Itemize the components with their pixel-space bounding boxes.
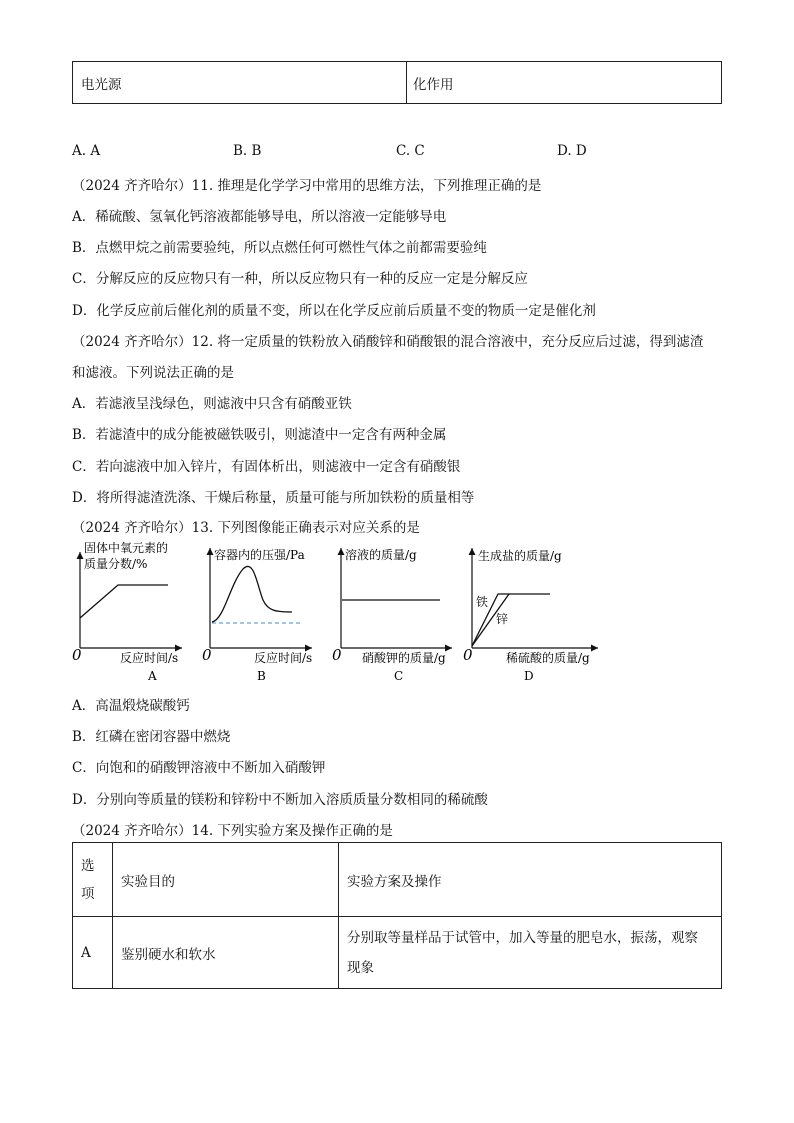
graph-b [202,547,312,683]
q12-option-a: A．若滤液呈浅绿色，则滤液中只含有硝酸亚铁 [72,396,352,412]
q12-stem-line1: （2024 齐齐哈尔）12. 将一定质量的铁粉放入硝酸锌和硝酸银的混合溶液中，充分反应后过滤，得到滤渣 [72,334,704,350]
top-table-cell-right: 化作用 [407,62,722,104]
graph-d-origin: 0 [463,646,473,664]
q13-graphs [0,540,794,690]
graph-b-ylabel: 容器内的压强/Pa [214,548,305,562]
q14-header-option [73,843,113,917]
q11-option-d: D．化学反应前后催化剂的质量不变，所以在化学反应前后质量不变的物质一定是催化剂 [72,303,596,319]
q12-option-d: D．将所得滤渣洗涤、干燥后称量，质量可能与所加铁粉的质量相等 [72,490,475,506]
q13-option-a: A．高温煅烧碳酸钙 [72,698,190,714]
graph-b-letter: B [257,669,266,683]
graph-c [332,547,452,683]
q13-option-d: D．分别向等质量的镁粉和锌粉中不断加入溶质质量分数相同的稀硫酸 [72,792,488,808]
q11-option-c: C．分解反应的反应物只有一种，所以反应物只有一种的反应一定是分解反应 [72,271,528,287]
graph-a-xlabel: 反应时间/s [120,651,179,665]
graph-a-ylabel-line1: 固体中氧元素的 [84,541,169,555]
q14-row-a-option: A [73,917,113,989]
q12-option-c: C．若向滤液中加入锌片，有固体析出，则滤液中一定含有硝酸银 [72,459,461,475]
q11-stem: （2024 齐齐哈尔）11. 推理是化学学习中常用的思维方法，下列推理正确的是 [72,178,542,194]
q11-option-a: A．稀硫酸、氢氧化钙溶液都能够导电，所以溶液一定能够导电 [72,209,447,225]
q14-header-method: 实验方案及操作 [339,843,722,917]
q12-option-b: B．若滤渣中的成分能被磁铁吸引，则滤渣中一定含有两种金属 [72,427,447,443]
q14-header-purpose: 实验目的 [113,843,339,917]
graph-c-ylabel: 溶液的质量/g [345,548,417,562]
q13-option-c: C．向饱和的硝酸钾溶液中不断加入硝酸钾 [72,760,326,776]
q14-row-a-method [339,917,722,989]
q10-choice-b: B. B [233,143,262,159]
q14-row-a-method-line1: 分别取等量样品于试管中，加入等量的肥皂水，振荡，观察 [347,929,698,946]
q14-row-a-method-line2: 现象 [347,959,374,976]
q14-table [72,842,722,989]
graph-a-ylabel-line2: 质量分数/% [84,557,148,571]
graph-d-letter: D [524,669,534,683]
q12-stem-line2: 和滤液。下列说法正确的是 [72,365,234,381]
q10-choice-a: A. A [72,143,101,159]
graph-c-origin: 0 [332,646,342,664]
q14-row-a-purpose: 鉴别硬水和软水 [113,917,339,989]
graph-a-letter: A [148,669,157,683]
q14-header-option-line1: 选 [81,857,95,874]
graph-c-xlabel: 硝酸钾的质量/g [362,651,446,665]
graph-a-origin: 0 [72,646,82,664]
top-table [72,61,722,104]
graph-b-origin: 0 [202,646,212,664]
graph-b-curve [212,566,292,622]
q14-stem: （2024 齐齐哈尔）14. 下列实验方案及操作正确的是 [72,823,393,839]
graph-d [463,548,598,683]
q10-choice-d: D. D [557,143,587,159]
graph-d-label-zn: 锌 [496,612,509,626]
graph-a [72,540,182,683]
graph-d-xlabel: 稀硫酸的质量/g [506,651,590,665]
q11-option-b: B．点燃甲烷之前需要验纯，所以点燃任何可燃性气体之前都需要验纯 [72,240,487,256]
q14-header-option-line2: 项 [81,885,95,902]
q10-choice-c: C. C [396,143,425,159]
top-table-cell-left: 电光源 [73,62,407,104]
q13-stem: （2024 齐齐哈尔）13. 下列图像能正确表示对应关系的是 [72,520,420,536]
graph-b-xlabel: 反应时间/s [254,651,313,665]
graph-d-label-fe: 铁 [476,595,489,609]
q13-option-b: B．红磷在密闭容器中燃烧 [72,729,231,745]
graph-a-curve [80,585,168,618]
graph-c-letter: C [394,669,404,683]
graph-d-ylabel: 生成盐的质量/g [478,549,562,563]
